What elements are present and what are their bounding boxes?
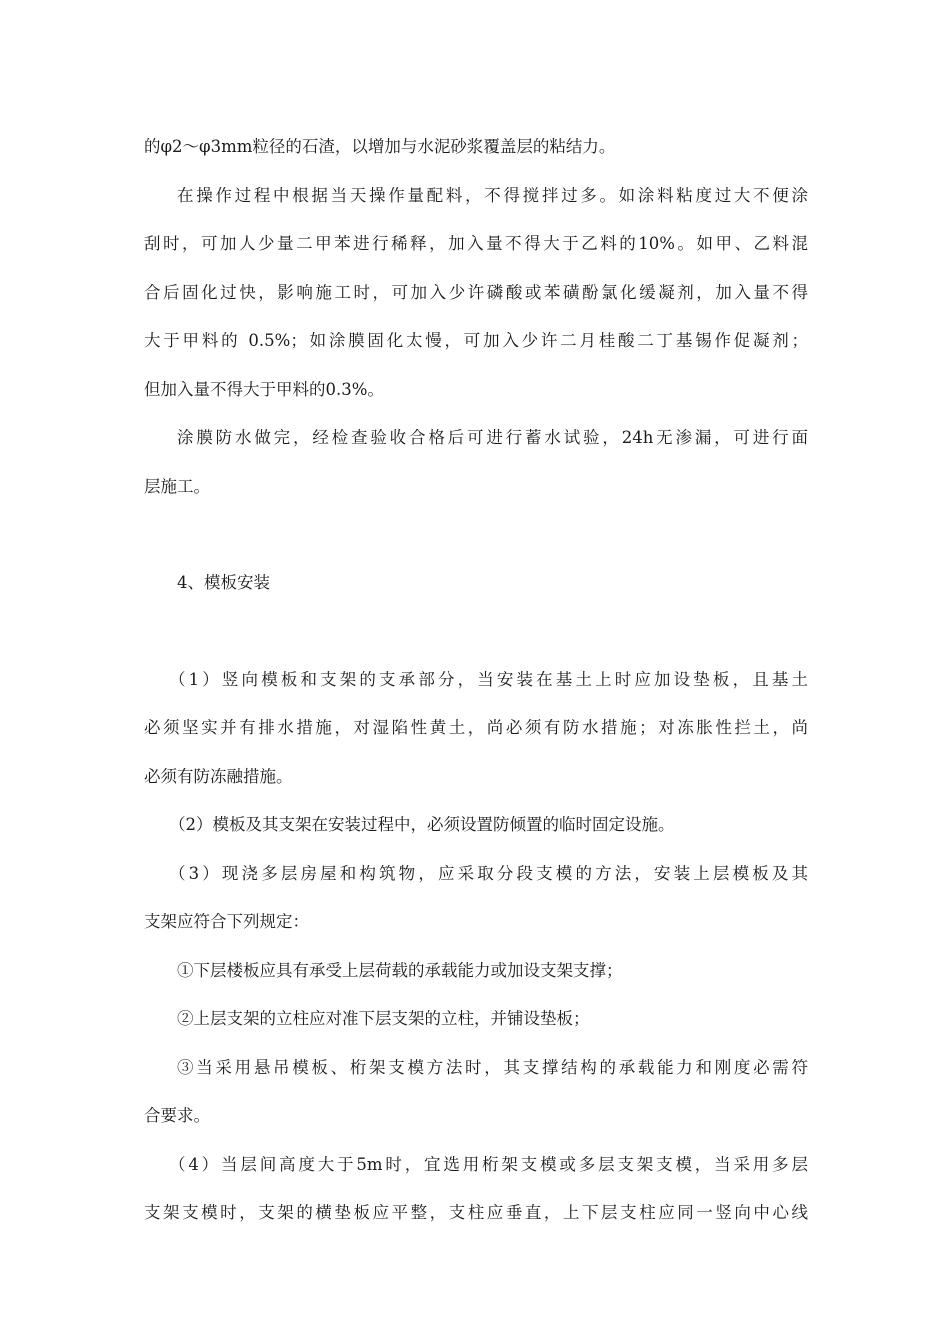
text-line: 支架支模时，支架的横垫板应平整，支柱应垂直，上下层支柱应同一竖向中心线 [144,1203,808,1222]
list-item-4 [144,1141,808,1238]
text-line: 必须坚实并有排水措施，对湿陷性黄土，尚必须有防水措施；对冻胀性拦土，尚 [144,718,808,737]
text-line: ①下层楼板应具有承受上层荷载的承载能力或加设支架支撑； [177,960,623,980]
sub-item-1 [144,947,808,996]
paragraph-continuation [144,123,808,172]
text-line: 但加入量不得大于甲料的0.3%。 [144,379,384,399]
text-line: 刮时，可加人少量二甲苯进行稀释，加入量不得大于乙料的10%。如甲、乙料混 [144,234,808,253]
text-line: 必须有防冻融措施。 [144,766,293,786]
section-heading [144,559,808,608]
text-line: （1）竖向模板和支架的支承部分，当安装在基土上时应加设垫板，且基土 [169,669,808,689]
text-line: 大于甲料的 0.5%；如涂膜固化太慢，可加入少许二月桂酸二丁基锡作促凝剂； [144,331,808,350]
paragraph-water-test [144,414,808,511]
text-line: 的φ2～φ3mm粒径的石渣，以增加与水泥砂浆覆盖层的粘结力。 [144,137,616,156]
text-line: ②上层支架的立柱应对准下层支架的立柱，并铺设垫板； [177,1009,590,1028]
text-line: 合后固化过快，影响施工时，可加入少许磷酸或苯磺酚氯化缓凝剂，加入量不得 [144,282,808,302]
text-line: 支架应符合下列规定： [144,912,309,931]
paragraph-mixing-instructions [144,172,808,415]
list-item-2 [144,801,808,850]
list-item-3 [144,850,808,947]
text-line: 涂膜防水做完，经检查验收合格后可进行蓄水试验，24h无渗漏，可进行面 [177,428,808,447]
text-line: （2）模板及其支架在安装过程中，必须设置防倾置的临时固定设施。 [169,815,675,834]
document-body [144,123,808,1238]
text-line: ③当采用悬吊模板、桁架支模方法时，其支撑结构的承载能力和刚度必需符 [177,1057,808,1077]
text-line: （3）现浇多层房屋和构筑物，应采取分段支模的方法，安装上层模板及其 [169,863,808,883]
text-line: （4）当层间高度大于5m时，宜选用桁架支模或多层支架支模，当采用多层 [169,1154,808,1174]
text-line: 在操作过程中根据当天操作量配料，不得搅拌过多。如涂料粘度过大不便涂 [177,185,808,205]
text-line: 合要求。 [144,1106,210,1125]
section-heading-text: 4、模板安装 [177,573,270,592]
text-line: 层施工。 [144,476,210,496]
sub-item-2 [144,995,808,1044]
list-item-1 [144,656,808,802]
sub-item-3 [144,1044,808,1141]
